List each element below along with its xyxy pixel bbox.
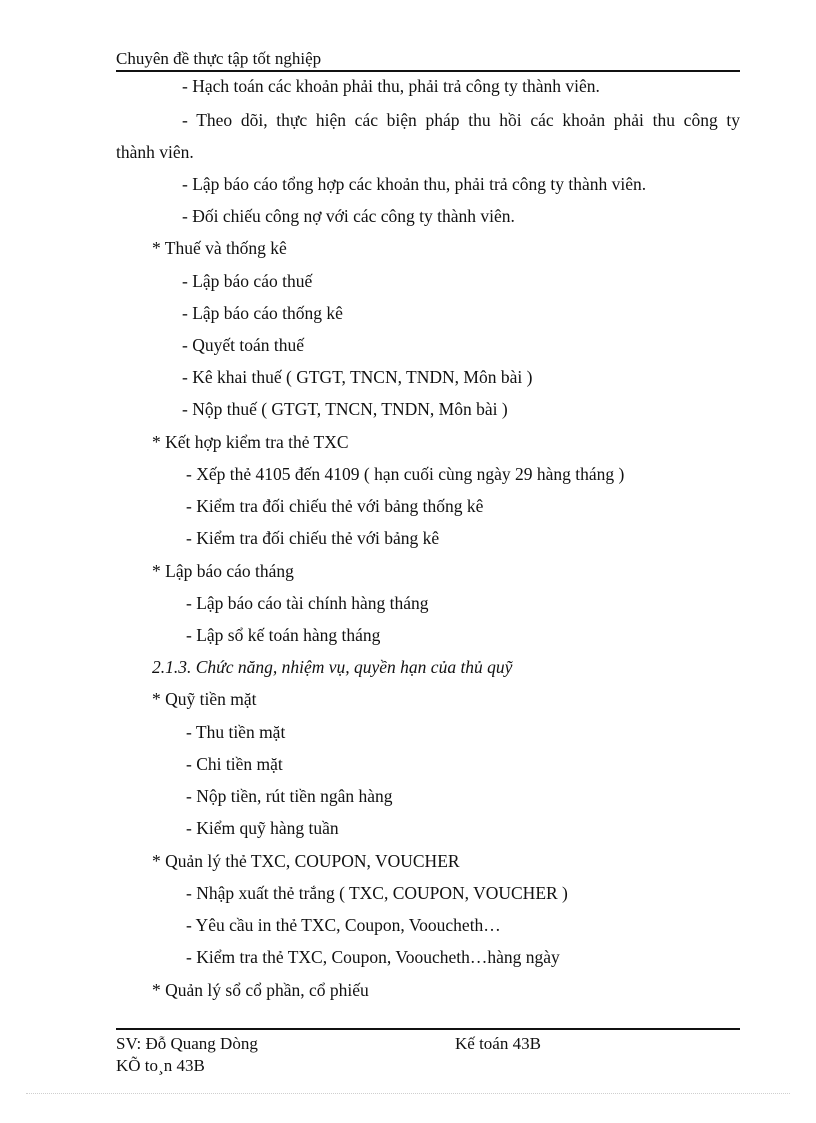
header-rule bbox=[116, 70, 740, 72]
footer-class: Kế toán 43B bbox=[455, 1034, 541, 1053]
section-bullet: * Quản lý sổ cổ phần, cổ phiếu bbox=[152, 980, 369, 1000]
list-item: - Lập báo cáo thuế bbox=[182, 271, 313, 291]
section-heading: 2.1.3. Chức năng, nhiệm vụ, quyền hạn của thủ quỹ bbox=[152, 657, 513, 677]
section-bullet: * Kết hợp kiểm tra thẻ TXC bbox=[152, 432, 349, 452]
list-item: - Xếp thẻ 4105 đến 4109 ( hạn cuối cùng ngày 29 hàng tháng ) bbox=[186, 464, 625, 484]
list-item: - Nộp thuế ( GTGT, TNCN, TNDN, Môn bài ) bbox=[182, 399, 508, 419]
section-bullet: * Quỹ tiền mặt bbox=[152, 689, 257, 709]
list-item: - Kiểm quỹ hàng tuần bbox=[186, 818, 339, 838]
list-item: - Yêu cầu in thẻ TXC, Coupon, Vooucheth… bbox=[186, 915, 501, 935]
footer-rule bbox=[116, 1028, 740, 1030]
section-bullet: * Lập báo cáo tháng bbox=[152, 561, 294, 581]
list-item: - Theo dõi, thực hiện các biện pháp thu hồi các khoản phải thu công ty bbox=[182, 110, 740, 130]
list-item: - Lập báo cáo thống kê bbox=[182, 303, 343, 323]
list-item: - Đối chiếu công nợ với các công ty thành viên. bbox=[182, 206, 515, 226]
list-item: - Kê khai thuế ( GTGT, TNCN, TNDN, Môn bài ) bbox=[182, 367, 533, 387]
footer-student: SV: Đỗ Quang Dòng bbox=[116, 1034, 258, 1053]
page-edge-divider bbox=[26, 1093, 790, 1094]
list-item-continuation: thành viên. bbox=[116, 142, 194, 162]
list-item: - Nhập xuất thẻ trắng ( TXC, COUPON, VOUCHER ) bbox=[186, 883, 568, 903]
list-item: - Lập báo cáo tài chính hàng tháng bbox=[186, 593, 429, 613]
section-bullet: * Thuế và thống kê bbox=[152, 238, 287, 258]
footer-class-encoded: KÕ to¸n 43B bbox=[116, 1056, 205, 1075]
list-item: - Nộp tiền, rút tiền ngân hàng bbox=[186, 786, 393, 806]
list-item: - Lập báo cáo tổng hợp các khoản thu, phải trả công ty thành viên. bbox=[182, 174, 647, 194]
list-item: - Hạch toán các khoản phải thu, phải trả công ty thành viên. bbox=[182, 76, 600, 96]
page-header-title: Chuyên đề thực tập tốt nghiệp bbox=[116, 49, 322, 68]
list-item: - Thu tiền mặt bbox=[186, 722, 286, 742]
list-item: - Lập sổ kế toán hàng tháng bbox=[186, 625, 381, 645]
list-item: - Kiểm tra thẻ TXC, Coupon, Vooucheth…hàng ngày bbox=[186, 947, 560, 967]
section-bullet: * Quản lý thẻ TXC, COUPON, VOUCHER bbox=[152, 851, 460, 871]
list-item: - Kiểm tra đối chiếu thẻ với bảng kê bbox=[186, 528, 440, 548]
list-item: - Kiểm tra đối chiếu thẻ với bảng thống kê bbox=[186, 496, 484, 516]
list-item: - Chi tiền mặt bbox=[186, 754, 283, 774]
list-item: - Quyết toán thuế bbox=[182, 335, 304, 355]
